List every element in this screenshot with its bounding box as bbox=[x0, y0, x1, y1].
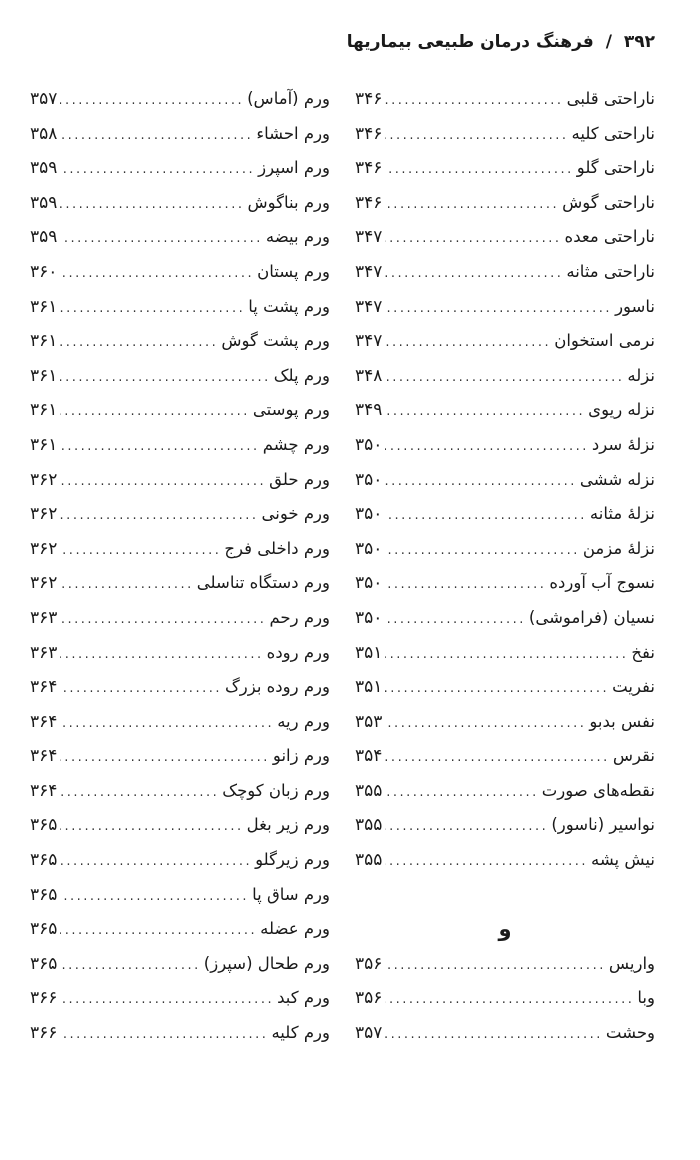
index-entry bbox=[30, 255, 330, 290]
entry-page-number: ۳۵۴ bbox=[355, 746, 383, 767]
entry-title: نزلهٔ مثانه bbox=[589, 504, 655, 524]
dot-leader bbox=[385, 119, 568, 154]
index-column-left bbox=[30, 82, 330, 1051]
dot-leader bbox=[60, 292, 245, 327]
entry-page-number: ۳۵۰ bbox=[355, 607, 383, 628]
entry-title: نزلهٔ مزمن bbox=[582, 538, 655, 558]
entry-title: نقطه‌های صورت bbox=[541, 780, 655, 800]
entry-page-number: ۳۶۴ bbox=[30, 780, 58, 801]
dot-leader bbox=[60, 880, 249, 915]
entry-title: ورم زبان کوچک bbox=[222, 780, 330, 800]
dot-leader bbox=[385, 949, 605, 984]
entry-title: نرمی استخوان bbox=[554, 331, 655, 351]
entry-page-number: ۳۵۶ bbox=[355, 953, 383, 974]
entry-title: ناراحتی گوش bbox=[562, 192, 655, 212]
book-title: فرهنگ درمان طبیعی بیماریها bbox=[346, 32, 594, 52]
entry-page-number: ۳۵۷ bbox=[30, 89, 58, 109]
dot-leader bbox=[385, 534, 579, 569]
dot-leader bbox=[385, 741, 609, 776]
index-entry bbox=[355, 220, 655, 255]
page-number: ۳۹۲ bbox=[623, 32, 655, 52]
entry-page-number: ۳۵۹ bbox=[30, 192, 58, 213]
entry-page-number: ۳۴۶ bbox=[355, 192, 383, 213]
dot-leader bbox=[385, 430, 589, 465]
entry-title: وحشت bbox=[605, 1023, 655, 1043]
dot-leader bbox=[385, 568, 546, 603]
index-entry bbox=[355, 290, 655, 325]
dot-leader bbox=[60, 776, 219, 811]
dot-leader bbox=[60, 672, 222, 707]
index-entry bbox=[30, 670, 330, 705]
entry-page-number: ۳۵۰ bbox=[355, 573, 383, 594]
entry-title: ورم روده بزرگ bbox=[224, 677, 330, 697]
entry-page-number: ۳۴۶ bbox=[355, 158, 383, 179]
entry-page-number: ۳۵۱ bbox=[355, 677, 383, 698]
entry-title: ورم دستگاه تناسلی bbox=[196, 573, 330, 593]
entry-title: ورم ریه bbox=[277, 711, 330, 731]
dot-leader bbox=[60, 326, 218, 361]
dot-leader bbox=[385, 326, 551, 361]
index-entry bbox=[30, 566, 330, 601]
dot-leader bbox=[385, 257, 563, 292]
index-entry bbox=[30, 497, 330, 532]
entry-page-number: ۳۴۷ bbox=[355, 227, 383, 248]
entry-title: وبا bbox=[637, 988, 655, 1008]
dot-leader bbox=[60, 257, 254, 292]
index-entry bbox=[30, 636, 330, 671]
dot-leader bbox=[385, 983, 634, 1018]
dot-leader bbox=[60, 568, 193, 603]
entry-page-number: ۳۶۲ bbox=[30, 504, 58, 525]
index-entry bbox=[30, 290, 330, 325]
dot-leader bbox=[60, 741, 270, 776]
entry-page-number: ۳۶۱ bbox=[30, 296, 58, 317]
entry-title: ناراحتی کلیه bbox=[571, 123, 655, 143]
entry-page-number: ۳۶۵ bbox=[30, 815, 58, 836]
dot-leader bbox=[60, 188, 244, 223]
index-entry bbox=[30, 774, 330, 809]
entry-title: ورم طحال (سپرز) bbox=[203, 953, 330, 973]
dot-leader bbox=[60, 534, 221, 569]
dot-leader bbox=[385, 603, 526, 638]
entry-title: ناراحتی مثانه bbox=[566, 261, 655, 281]
index-entry bbox=[30, 981, 330, 1016]
index-entry bbox=[30, 428, 330, 463]
entry-title: نواسیر (ناسور) bbox=[551, 815, 655, 835]
entry-title: ورم زیرگلو bbox=[255, 850, 330, 870]
entry-title: نزله ششی bbox=[579, 469, 655, 489]
entry-title: ورم ساق پا bbox=[252, 884, 330, 904]
entry-page-number: ۳۵۵ bbox=[355, 815, 383, 836]
entry-title: ناراحتی معده bbox=[564, 227, 655, 247]
entry-title: ورم خونی bbox=[261, 504, 330, 524]
dot-leader bbox=[60, 395, 250, 430]
dot-leader bbox=[385, 1018, 603, 1053]
entry-page-number: ۳۵۰ bbox=[355, 538, 383, 559]
entry-page-number: ۳۴۶ bbox=[355, 123, 383, 144]
entry-title: ناراحتی قلبی bbox=[566, 89, 655, 108]
entry-title: نقرس bbox=[612, 746, 655, 766]
entry-page-number: ۳۶۴ bbox=[30, 746, 58, 767]
index-entry bbox=[30, 808, 330, 843]
dot-leader bbox=[385, 395, 585, 430]
index-entry bbox=[355, 532, 655, 567]
index-entry bbox=[30, 705, 330, 740]
index-entry bbox=[355, 636, 655, 671]
entry-title: ورم بناگوش bbox=[247, 192, 330, 212]
entry-title: ورم کلیه bbox=[271, 1023, 330, 1043]
index-entry bbox=[30, 532, 330, 567]
entry-page-number: ۳۶۱ bbox=[30, 400, 58, 421]
entry-page-number: ۳۶۱ bbox=[30, 365, 58, 386]
entry-title: نسیان (فراموشی) bbox=[528, 607, 655, 627]
dot-leader bbox=[385, 188, 559, 223]
entry-page-number: ۳۴۶ bbox=[355, 89, 383, 109]
entry-title: نفخ bbox=[631, 642, 655, 662]
index-entry bbox=[355, 255, 655, 290]
entry-title: ورم زیر بغل bbox=[246, 815, 330, 835]
entry-page-number: ۳۶۴ bbox=[30, 677, 58, 698]
dot-leader bbox=[385, 638, 628, 673]
dot-leader bbox=[60, 949, 200, 984]
dot-leader bbox=[60, 222, 262, 257]
dot-leader bbox=[385, 292, 612, 327]
dot-leader bbox=[60, 119, 253, 154]
entry-page-number: ۳۵۱ bbox=[355, 642, 383, 663]
dot-leader bbox=[385, 465, 576, 500]
index-entry bbox=[355, 324, 655, 359]
entry-page-number: ۳۶۵ bbox=[30, 953, 58, 974]
entry-title: ورم پشت گوش bbox=[221, 331, 330, 351]
entry-title: نزله bbox=[627, 365, 655, 385]
entry-page-number: ۳۵۹ bbox=[30, 227, 58, 248]
index-entry bbox=[355, 117, 655, 152]
entry-page-number: ۳۵۰ bbox=[355, 434, 383, 455]
index-entry bbox=[355, 843, 655, 878]
entry-page-number: ۳۵۹ bbox=[30, 158, 58, 179]
entry-page-number: ۳۵۸ bbox=[30, 123, 58, 144]
index-entry bbox=[30, 82, 330, 117]
index-entry bbox=[30, 463, 330, 498]
index-entry bbox=[355, 393, 655, 428]
dot-leader bbox=[60, 153, 255, 188]
index-entry bbox=[355, 739, 655, 774]
dot-leader bbox=[385, 672, 609, 707]
entry-title: ورم پشت پا bbox=[248, 296, 330, 316]
section-letter-heading: و bbox=[498, 917, 512, 942]
dot-leader bbox=[60, 430, 259, 465]
index-entry bbox=[355, 82, 655, 117]
dot-leader bbox=[60, 603, 266, 638]
entry-page-number: ۳۶۵ bbox=[30, 850, 58, 871]
entry-title: ورم پستان bbox=[257, 261, 330, 281]
index-entry bbox=[355, 151, 655, 186]
entry-title: نفس بدبو bbox=[589, 711, 655, 731]
entry-title: ورم چشم bbox=[262, 434, 330, 454]
entry-page-number: ۳۶۲ bbox=[30, 573, 58, 594]
dot-leader bbox=[60, 707, 274, 742]
entry-title: ورم احشاء bbox=[256, 123, 330, 143]
index-entry bbox=[355, 186, 655, 221]
index-entry bbox=[355, 808, 655, 843]
entry-page-number: ۳۵۰ bbox=[355, 469, 383, 490]
index-entry bbox=[355, 670, 655, 705]
section-spacer bbox=[355, 878, 655, 913]
entry-page-number: ۳۶۲ bbox=[30, 538, 58, 559]
index-entry bbox=[355, 947, 655, 982]
dot-leader bbox=[60, 983, 274, 1018]
entry-page-number: ۳۴۷ bbox=[355, 331, 383, 352]
entry-page-number: ۳۶۲ bbox=[30, 469, 58, 490]
dot-leader bbox=[60, 465, 266, 500]
entry-page-number: ۳۵۰ bbox=[355, 504, 383, 525]
page-header bbox=[45, 32, 655, 62]
entry-title: ورم روده bbox=[266, 642, 330, 662]
entry-title: ورم اسپرز bbox=[258, 158, 330, 178]
entry-title: ورم پوستی bbox=[252, 400, 330, 420]
entry-page-number: ۳۶۰ bbox=[30, 261, 58, 282]
index-entry bbox=[355, 601, 655, 636]
entry-page-number: ۳۵۵ bbox=[355, 850, 383, 871]
entry-title: ورم عضله bbox=[260, 919, 330, 939]
entry-title: ورم داخلی فرج bbox=[224, 538, 330, 558]
entry-title: نفریت bbox=[612, 677, 655, 697]
index-entry bbox=[30, 947, 330, 982]
index-entry bbox=[30, 912, 330, 947]
entry-title: ورم پلک bbox=[273, 365, 330, 385]
entry-page-number: ۳۶۵ bbox=[30, 884, 58, 905]
index-entry bbox=[30, 359, 330, 394]
index-entry bbox=[30, 878, 330, 913]
dot-leader bbox=[385, 84, 563, 119]
dot-leader bbox=[60, 84, 244, 119]
dot-leader bbox=[60, 499, 258, 534]
dot-leader bbox=[385, 361, 624, 396]
entry-title: ورم (آماس) bbox=[247, 89, 330, 108]
index-column-right bbox=[355, 82, 655, 1051]
dot-leader bbox=[385, 707, 586, 742]
index-entry bbox=[30, 393, 330, 428]
index-entry bbox=[355, 566, 655, 601]
index-entry bbox=[30, 601, 330, 636]
entry-title: نزله ریوی bbox=[588, 400, 655, 420]
entry-page-number: ۳۴۹ bbox=[355, 400, 383, 421]
entry-page-number: ۳۶۴ bbox=[30, 711, 58, 732]
index-entry bbox=[30, 220, 330, 255]
entry-page-number: ۳۵۷ bbox=[355, 1023, 383, 1044]
entry-title: نسوج آب آورده bbox=[549, 573, 655, 593]
entry-page-number: ۳۵۶ bbox=[355, 988, 383, 1009]
index-entry bbox=[30, 843, 330, 878]
index-entry bbox=[30, 186, 330, 221]
entry-page-number: ۳۵۵ bbox=[355, 780, 383, 801]
dot-leader bbox=[385, 845, 588, 880]
dot-leader bbox=[385, 153, 573, 188]
dot-leader bbox=[60, 845, 252, 880]
dot-leader bbox=[385, 222, 561, 257]
entry-title: ناسور bbox=[615, 296, 655, 316]
index-entry bbox=[30, 324, 330, 359]
entry-title: ورم کبد bbox=[277, 988, 330, 1008]
dot-leader bbox=[60, 638, 263, 673]
index-entry bbox=[355, 774, 655, 809]
index-entry bbox=[355, 463, 655, 498]
entry-title: نزلهٔ سرد bbox=[591, 434, 655, 454]
entry-title: ورم زانو bbox=[272, 746, 330, 766]
entry-title: ناراحتی گلو bbox=[576, 158, 655, 178]
entry-page-number: ۳۶۶ bbox=[30, 1023, 58, 1044]
entry-title: واریس bbox=[608, 953, 655, 973]
entry-page-number: ۳۴۷ bbox=[355, 261, 383, 282]
dot-leader bbox=[60, 361, 270, 396]
dot-leader bbox=[385, 499, 586, 534]
entry-page-number: ۳۶۵ bbox=[30, 919, 58, 940]
index-entry bbox=[355, 1016, 655, 1051]
index-entry bbox=[355, 981, 655, 1016]
entry-title: ورم رحم bbox=[269, 607, 330, 627]
index-entry bbox=[30, 117, 330, 152]
index-entry bbox=[355, 359, 655, 394]
index-entry bbox=[30, 151, 330, 186]
entry-page-number: ۳۴۸ bbox=[355, 365, 383, 386]
header-separator: / bbox=[605, 32, 612, 52]
index-entry bbox=[355, 705, 655, 740]
entry-page-number: ۳۶۱ bbox=[30, 331, 58, 352]
entry-page-number: ۳۴۷ bbox=[355, 296, 383, 317]
entry-page-number: ۳۶۶ bbox=[30, 988, 58, 1009]
index-entry bbox=[30, 1016, 330, 1051]
entry-title: نیش پشه bbox=[590, 850, 655, 870]
entry-title: ورم حلق bbox=[269, 469, 330, 489]
entry-page-number: ۳۵۳ bbox=[355, 711, 383, 732]
dot-leader bbox=[60, 1018, 268, 1053]
entry-title: ورم بیضه bbox=[265, 227, 330, 247]
dot-leader bbox=[385, 810, 548, 845]
index-entry bbox=[355, 428, 655, 463]
entry-page-number: ۳۶۱ bbox=[30, 434, 58, 455]
dot-leader bbox=[60, 810, 243, 845]
dot-leader bbox=[60, 914, 257, 949]
entry-page-number: ۳۶۳ bbox=[30, 607, 58, 628]
entry-page-number: ۳۶۳ bbox=[30, 642, 58, 663]
index-entry bbox=[30, 739, 330, 774]
dot-leader bbox=[385, 776, 538, 811]
index-entry bbox=[355, 497, 655, 532]
